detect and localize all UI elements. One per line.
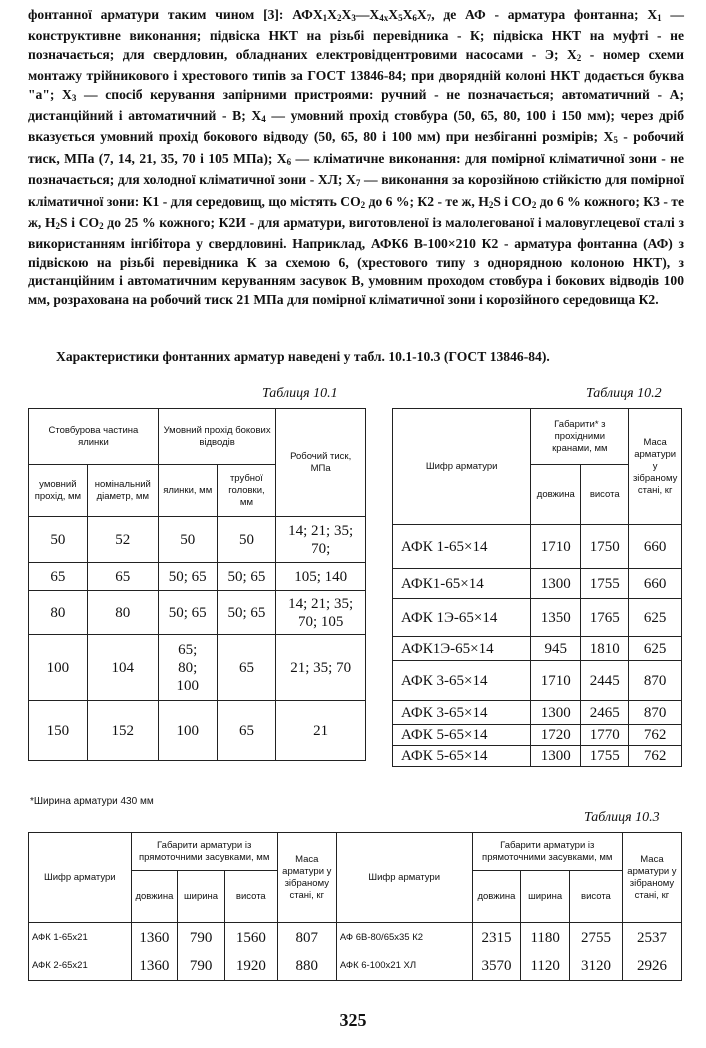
table-cell: 65 [29,563,88,591]
table-cell: 50; 65 [217,563,276,591]
table-cell: 2926 [622,953,681,981]
table-cell: 65 [87,563,158,591]
table-cell: 807 [277,923,336,953]
table-cell: 1720 [531,725,581,746]
table1-header-stem: Стовбурова частина ялинки [29,409,159,465]
table2-header-height: висота [581,465,629,525]
table3-header-dims-left: Габарити арматури із прямоточними засувками, мм [131,833,277,871]
table-cell: 625 [629,637,682,661]
table-cell: 50; 65 [158,591,217,635]
table3-header-length: довжина [131,871,178,923]
table-cell: 1120 [521,953,570,981]
body-paragraph: фонтанної арматури таким чином [3]: $АФХ_1Х_2Х_3—Х_{4x}Х_5Х_6Х_7$, де АФ - арматура фонтанна; $Х_1$ — конструктивне виконання; підвіска НКТ на різьбі перевідника - К; підвіска НКТ на муфті - не позначається; для свердловин, обладнаних електровідцентровими насосами - Э; $Х_2$ - номер схеми монтажу трійникового і хрестового типів за ГОСТ 13846-84; при дворядній колоні НКТ додається буква "а"; $Х_3$ — спосіб керування запірними пристроями: ручний - не позначається; автоматичний - А; дистанційний і автоматичний - В; $Х_4$ — умовний прохід стовбура (50, 65, 80, 100 і 150 мм); через дріб вказується умовний прохід бокового відводу (50, 65, 80 і 100 мм) при незбіганні розмірів; $Х_5$ - робочий тиск, МПа (7, 14, 21, 35, 70 і 105 МПа); $Х_6$ — кліматичне виконання: для помірної кліматичної зони - не позначається; для холодної кліматичної зони - ХЛ; $Х_7$ — виконання за корозійною стійкістю для помірної кліматичної зони: К1 - для середовищ, що містять $СО_2$ до 6 %; К2 - те ж, $H_2S$ і $СО_2$ до 6 % кожного; К3 - те ж, $H_2S$ і $СО_2$ до 25 % кожного; К2И - для арматури, виготовленої із малолегованої і маловуглецевої сталі з використанням інгібітора у свердловині. Наприклад, АФК6 В-100×210 К2 - арматура фонтанна (АФ) з підвіскою на різьбі перевідника К за схемою 6, (хрестового типу з однорядною колоною НКТ), з дистанційним і автоматичним керуванням засувок В, умовним проходом стовбура і бокових відводів 100 мм, розрахована на робочий тиск 21 МПа для помірної кліматичної зони і корозійного середовища К2. [28,7,685,307]
table3-header-length: довжина [472,871,521,923]
intro-paragraph: Характеристики фонтанних арматур наведені у табл. 10.1-10.3 (ГОСТ 13846-84). [56,349,550,364]
table3-caption: Таблиця 10.3 [584,810,660,825]
table-cell: 50; 65 [217,591,276,635]
table2-header-code: Шифр арматури [393,409,531,525]
table-cell: 50; 65 [158,563,217,591]
table-cell: 152 [87,701,158,761]
table-cell: 21 [276,701,366,761]
table-cell: 870 [629,701,682,725]
table-cell: 1710 [531,525,581,569]
table-cell: АФК1Э-65×14 [393,637,531,661]
table-cell: АФК 1Э-65×14 [393,599,531,637]
table-cell: АФК 3-65×14 [393,701,531,725]
table-cell: АФК 3-65×14 [393,661,531,701]
table1-header-tree: ялинки, мм [158,465,217,517]
table1-header-tube: трубної головки, мм [217,465,276,517]
table-cell: 790 [178,953,225,981]
table-cell: 1360 [131,923,178,953]
page-number: 325 [339,1010,367,1030]
table1-header-pressure: Робочий тиск, МПа [276,409,366,517]
table-cell: 762 [629,746,682,767]
table-cell: 625 [629,599,682,637]
table3-header-width: ширина [178,871,225,923]
table-10-3 [28,832,682,981]
table3-header-mass-right: Маса арматури у зібраному стані, кг [622,833,681,923]
table2-header-dims: Габарити* з прохідними кранами, мм [531,409,629,465]
table-cell: 1920 [224,953,277,981]
table-cell: 65; 80; 100 [158,635,217,701]
table3-header-dims-right: Габарити арматури із прямоточними засувками, мм [472,833,622,871]
table-cell: 65 [217,701,276,761]
table-cell: 1770 [581,725,629,746]
table3-header-height: висота [224,871,277,923]
table-cell: 1180 [521,923,570,953]
table-footnote: *Ширина арматури 430 мм [30,796,154,807]
table3-header-mass-left: Маса арматури у зібраному стані, кг [277,833,336,923]
table-cell: 1360 [131,953,178,981]
table-cell: 660 [629,569,682,599]
table-cell: 3570 [472,953,521,981]
table1-header-nom: номінальний діаметр, мм [87,465,158,517]
table-cell: 1750 [581,525,629,569]
table-cell: 150 [29,701,88,761]
table-cell: 65 [217,635,276,701]
table3-header-code-right: Шифр арматури [336,833,472,923]
table-cell: АФК 1-65х21 [29,923,132,953]
table-cell: 945 [531,637,581,661]
table-cell: 790 [178,923,225,953]
table1-header-side: Умовний прохід бокових відводів [158,409,275,465]
table1-header-cond: умовний прохід, мм [29,465,88,517]
table-cell: 1300 [531,569,581,599]
table-cell: АФК 5-65×14 [393,746,531,767]
table-cell: 52 [87,517,158,563]
table-cell: 50 [158,517,217,563]
table2-header-mass: Маса арматури у зібраному стані, кг [629,409,682,525]
table-cell: 2445 [581,661,629,701]
table3-header-height: висота [570,871,623,923]
table-cell: АФК1-65×14 [393,569,531,599]
table-cell: 1560 [224,923,277,953]
table-cell: 1755 [581,569,629,599]
table3-header-width: ширина [521,871,570,923]
table-cell: 1810 [581,637,629,661]
table1-caption: Таблиця 10.1 [262,386,338,401]
table-cell: АФК 2-65х21 [29,953,132,981]
table-cell: 1350 [531,599,581,637]
table-cell: 762 [629,725,682,746]
table-cell: 660 [629,525,682,569]
table-cell: АФК 5-65×14 [393,725,531,746]
table-cell: 80 [29,591,88,635]
table2-caption: Таблиця 10.2 [586,386,662,401]
table-cell: 1755 [581,746,629,767]
table-cell: 2755 [570,923,623,953]
table-cell: 100 [158,701,217,761]
table-cell: 50 [29,517,88,563]
table-cell: АФК 1-65×14 [393,525,531,569]
table-10-1 [28,408,366,761]
table-cell: 2465 [581,701,629,725]
table3-header-code-left: Шифр арматури [29,833,132,923]
table-cell: 2537 [622,923,681,953]
table-cell: 105; 140 [276,563,366,591]
table-cell: 50 [217,517,276,563]
table-cell: 14; 21; 35; 70; 105 [276,591,366,635]
table-cell: 1300 [531,701,581,725]
table-cell: 14; 21; 35; 70; [276,517,366,563]
table-cell: 1710 [531,661,581,701]
table-cell: 80 [87,591,158,635]
table-cell: 3120 [570,953,623,981]
table2-header-length: довжина [531,465,581,525]
table-cell: 1300 [531,746,581,767]
table-cell: 870 [629,661,682,701]
table-cell: АФК 6-100х21 ХЛ [336,953,472,981]
table-cell: 21; 35; 70 [276,635,366,701]
table-cell: 880 [277,953,336,981]
table-cell: 100 [29,635,88,701]
table-cell: 2315 [472,923,521,953]
table-cell: 1765 [581,599,629,637]
table-cell: АФ 6В-80/65х35 К2 [336,923,472,953]
table-cell: 104 [87,635,158,701]
table-10-2 [392,408,682,767]
